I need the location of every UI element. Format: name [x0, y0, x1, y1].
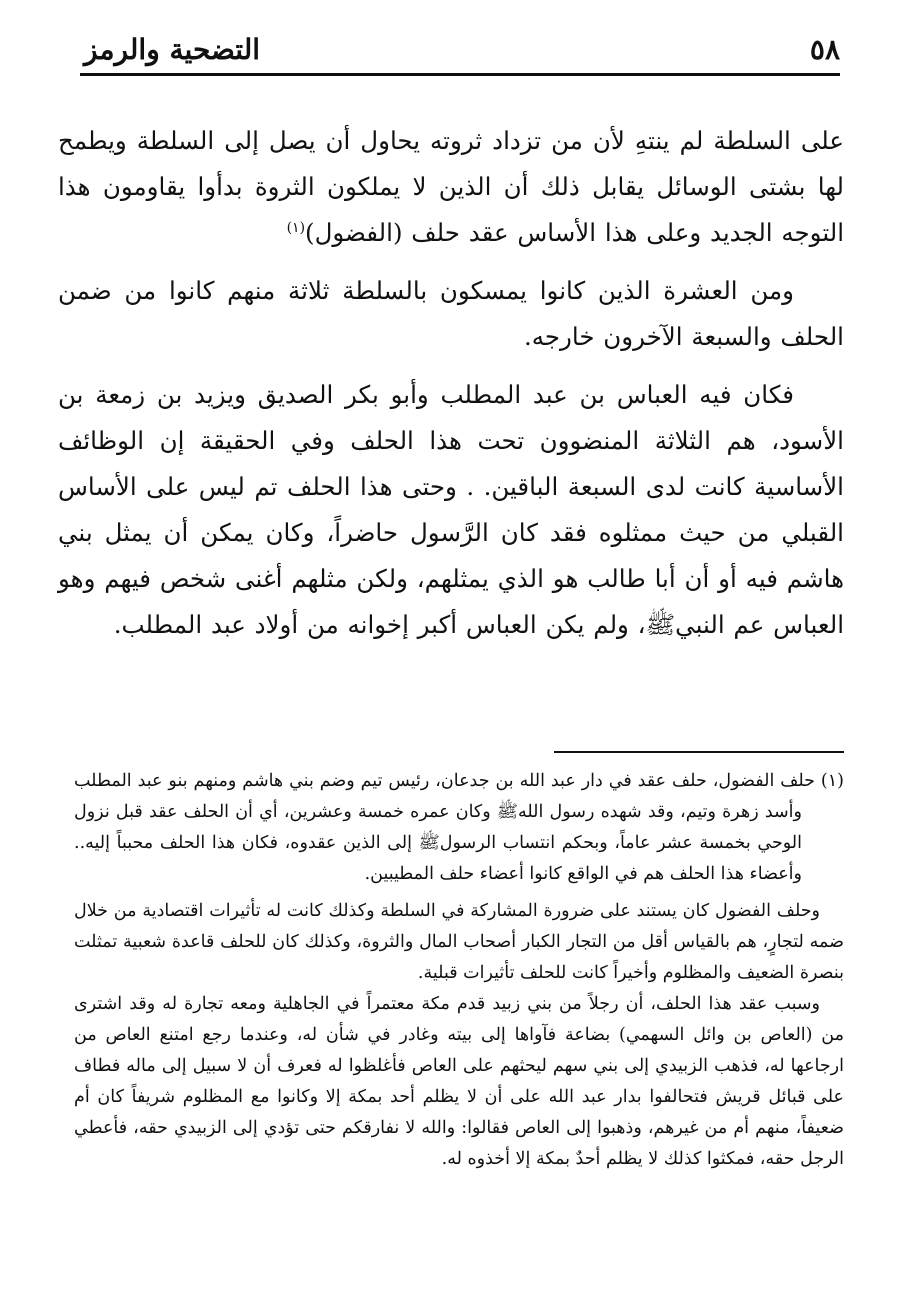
running-title: التضحية والرمز [84, 33, 261, 66]
footnote-paragraph-2: وحلف الفضول كان يستند على ضرورة المشاركة في السلطة وكذلك كانت له تأثيرات اقتصادية من خلال ضمه لتجارٍ، هم بالقياس أقل من التجار الكبار أصحاب المال والثروة، وكذلك كان للحلف قاعدة شعبية تمثلت بنصرة الضعيف والمظلوم وأخيراً كانت للحلف تأثيرات قبلية. [74, 901, 844, 983]
footnotes [74, 766, 844, 1175]
page-header [80, 31, 840, 76]
footnote-separator [554, 751, 844, 753]
body-paragraph-2: ومن العشرة الذين كانوا يمسكون بالسلطة ثلاثة منهم كانوا من ضمن الحلف والسبعة الآخرون خارجه. [58, 276, 844, 351]
main-text [58, 118, 844, 660]
body-paragraph-1-text: على السلطة لم ينتهِ لأن من تزداد ثروته يحاول أن يصل إلى السلطة ويطمح لها بشتى الوسائل يقابل ذلك أن الذين لا يملكون الثروة بدأوا يقاومون هذا التوجه الجديد وعلى هذا الأساس عقد حلف (الفضول) [58, 126, 844, 247]
body-paragraph-1 [58, 118, 844, 256]
footnote-1: (١) حلف الفضول، حلف عقد في دار عبد الله بن جدعان، رئيس تيم وضم بني هاشم ومنهم بنو عبد المطلب وأسد زهرة وتيم، وقد شهده رسول اللهﷺ وكان عمره خمسة وعشرين، أي أن الحلف عقد قبل نزول الوحي بخمسة عشر عاماً، وبحكم انتساب الرسولﷺ إلى الذين عقدوه، فكان هذا الحلف محبباً إليه.. وأعضاء هذا الحلف هم في الواقع كانوا أعضاء حلف المطيبين. [74, 771, 844, 884]
body-paragraph-3: فكان فيه العباس بن عبد المطلب وأبو بكر الصديق ويزيد بن زمعة بن الأسود، هم الثلاثة المنضوون تحت هذا الحلف وفي الحقيقة إن الوظائف الأساسية كانت لدى السبعة الباقين. . وحتى هذا الحلف تم ليس على الأساس القبلي من حيث ممثلوه فقد كان الرَّسول حاضراً، وكان يمكن أن يمثل بني هاشم فيه أو أن أبا طالب هو الذي يمثلهم، ولكن مثلهم أغنى شخص فيهم وهو العباس عم النبيﷺ، ولم يكن العباس أكبر إخوانه من أولاد عبد المطلب. [58, 380, 844, 639]
footnote-marker: (١) [286, 219, 306, 236]
footnote-paragraph-3: وسبب عقد هذا الحلف، أن رجلاً من بني زبيد قدم مكة معتمراً في الجاهلية ومعه تجارة له وقد اشترى من (العاص بن وائل السهمي) بضاعة فآواها إلى بيته وغادر في شأن له، وعندما رجع امتنع العاص من ارجاعها له، فذهب الزبيدي إلى بني سهم ليحثهم على العاص فأغلظوا له فعرف أن لا سبيل إلى ماله فطاف على قبائل قريش فتحالفوا بدار عبد الله على أن لا يظلم أحد بمكة إلا وكانوا مع المظلوم شريفاً كان أم ضعيفاً، منهم أم من غيرهم، وذهبوا إلى العاص فقالوا: والله لا نفارقكم حتى تؤدي إلى الزبيدي حقه، فأعطي الرجل حقه، فمكثوا كذلك لا يظلم أحدٌ بمكة إلا أخذوه له. [74, 994, 844, 1169]
page-number: ٥٨ [809, 33, 840, 66]
